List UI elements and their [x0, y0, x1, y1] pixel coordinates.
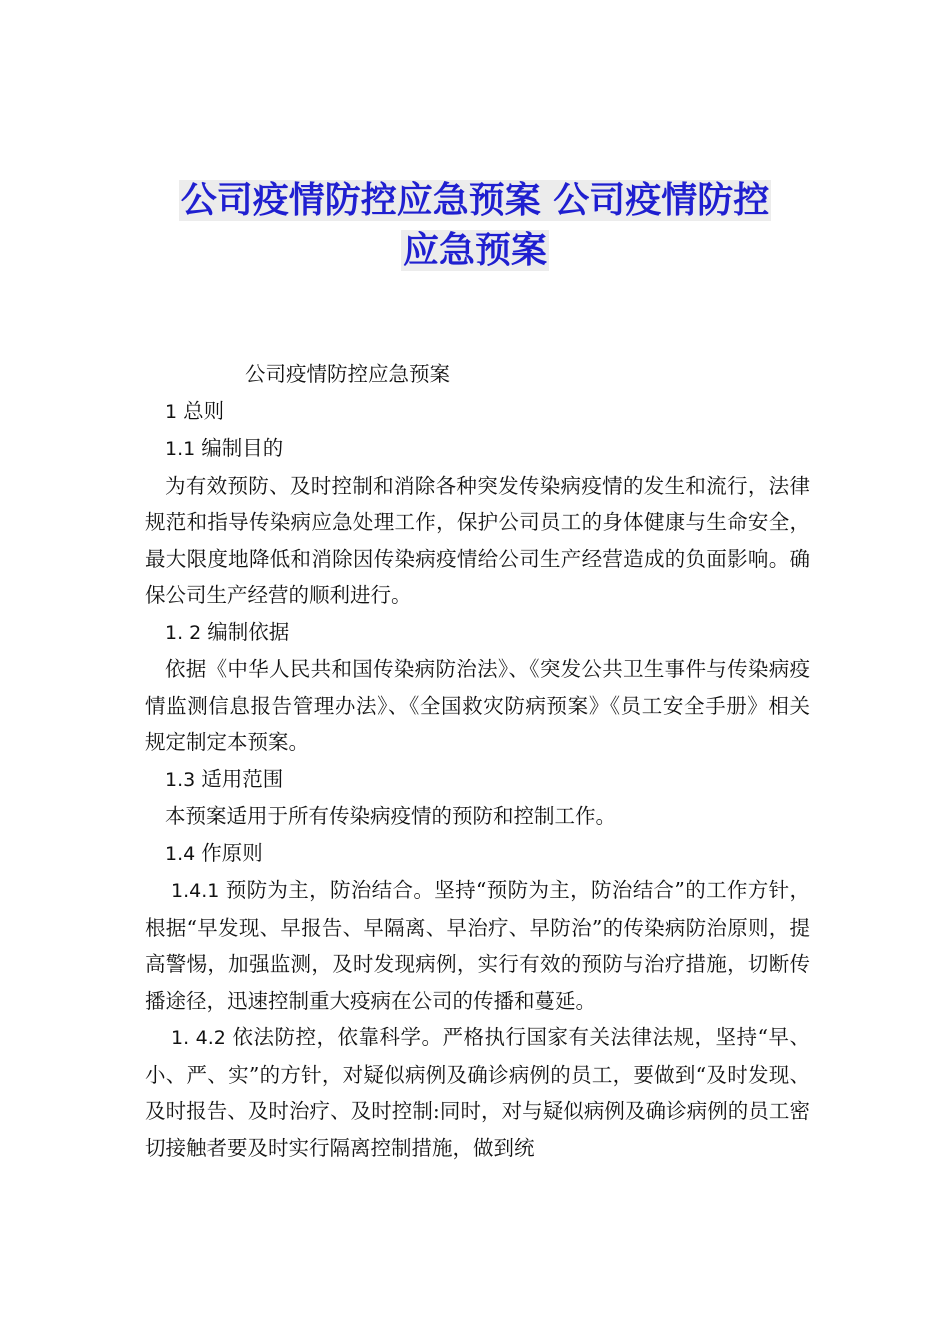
document-subtitle: 公司疫情防控应急预案 — [245, 362, 450, 386]
document-body — [145, 356, 810, 1166]
section-heading-text: 编制依据 — [207, 619, 290, 644]
section-number: 1 — [165, 400, 184, 423]
paragraph-basis: 依据《中华人民共和国传染病防治法》、《突发公共卫生事件与传染病疫情监测信息报告管理办法》、《全国救灾防病预案》《员工安全手册》相关规定制定本预案。 — [145, 657, 810, 754]
section-heading-1-3 — [145, 761, 810, 799]
paragraph-purpose: 为有效预防、及时控制和消除各种突发传染病疫情的发生和流行，法律规范和指导传染病应急处理工作，保护公司员工的身体健康与生命安全，最大限度地降低和消除因传染病疫情给公司生产经营造成的负面影响。确保公司生产经营的顺利进行。 — [145, 473, 810, 607]
section-number: 1. 4.2 — [171, 1027, 233, 1049]
section-heading-1-2 — [145, 614, 810, 652]
paragraph-scope: 本预案适用于所有传染病疫情的预防和控制工作。 — [165, 804, 616, 828]
section-heading-1-4 — [145, 835, 810, 873]
title-line-2 — [0, 226, 950, 276]
title-line-1-text: 公司疫情防控应急预案 公司疫情防控 — [180, 180, 770, 221]
section-heading-1-1 — [145, 430, 810, 468]
paragraph-text: 依法防控，依靠科学。严格执行国家有关法律法规，坚持“早、小、严、实”的方针，对疑似病例及确诊病例的员工，要做到“及时发现、及时报告、及时治疗、及时控制:同时，对与疑似病例及确诊病例的员工密切接触者要及时实行隔离控制措施，做到统 — [145, 1025, 810, 1160]
paragraph-text: 预防为主，防治结合。坚持“预防为主，防治结合”的工作方针，根据“早发现、早报告、早隔离、早治疗、早防治”的传染病防治原则，提高警惕，加强监测，及时发现病例，实行有效的预防与治疗措施，切断传播途径，迅速控制重大疫病在公司的传播和蔓延。 — [145, 878, 810, 1013]
document-title — [0, 176, 950, 276]
section-heading-text: 适用范围 — [201, 766, 284, 791]
section-heading-1 — [145, 393, 810, 431]
section-heading-text: 总则 — [183, 398, 225, 423]
title-line-1 — [0, 176, 950, 226]
section-heading-text: 作原则 — [201, 840, 263, 865]
section-number: 1. 2 — [165, 621, 208, 644]
section-number: 1.4.1 — [171, 880, 226, 902]
section-number: 1.1 — [165, 438, 202, 460]
paragraph-1-4-1 — [145, 872, 810, 1019]
section-number: 1.4 — [165, 842, 202, 865]
title-line-2-text: 应急预案 — [402, 230, 547, 271]
section-heading-text: 编制目的 — [201, 436, 284, 460]
section-number: 1.3 — [165, 768, 202, 791]
paragraph-1-4-2 — [145, 1019, 810, 1166]
